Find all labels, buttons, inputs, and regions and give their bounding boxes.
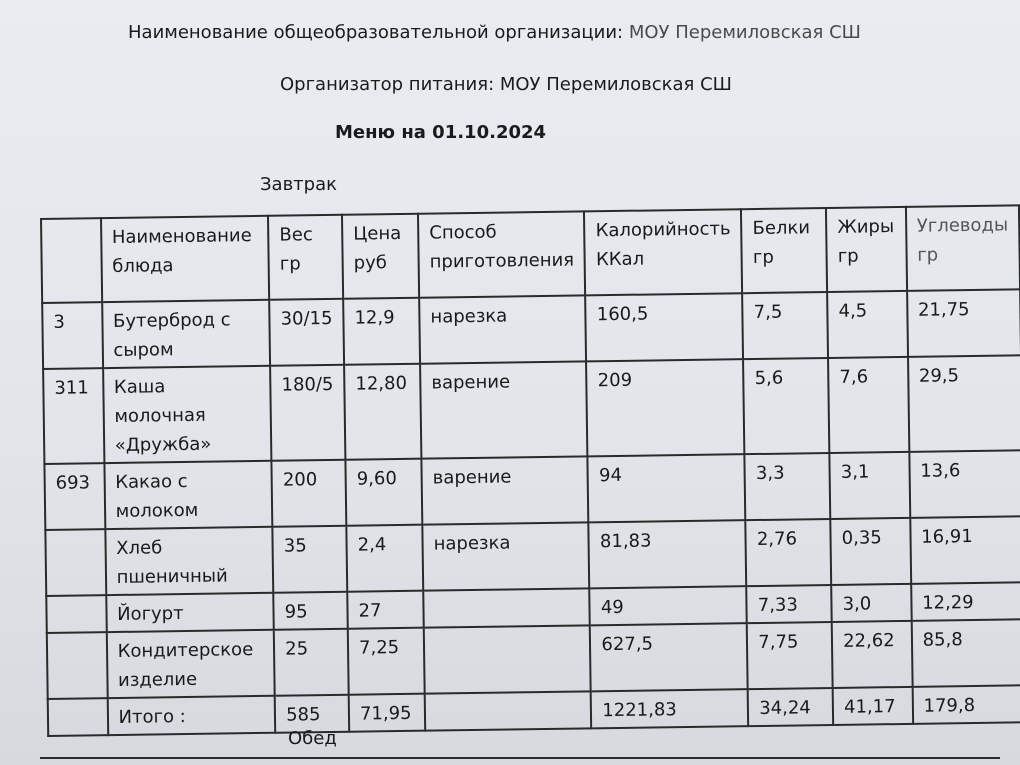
header-protein: Белки гр: [741, 208, 827, 293]
header-method: Способ приготовления: [418, 211, 586, 297]
cell-method: варение: [420, 361, 588, 458]
cell-code: 311: [43, 368, 104, 464]
cell-fat: 3,1: [830, 452, 910, 519]
cell-protein: 7,33: [747, 585, 832, 623]
cell-calories: 209: [586, 359, 744, 456]
organization-line: [128, 22, 861, 43]
total-calories: 1221,83: [591, 689, 748, 728]
cell-name: Каша молочная «Дружба»: [103, 366, 272, 463]
cell-price: 7,25: [348, 628, 425, 695]
cell-name: Хлеб пшеничный: [105, 527, 273, 595]
header-calories: Калорийность ККал: [584, 209, 742, 295]
lunch-table-top-border: [40, 757, 1000, 759]
cell-protein: 7,75: [747, 622, 833, 689]
organization-name: МОУ Перемиловская СШ: [628, 22, 861, 43]
cell-calories: 160,5: [586, 293, 744, 361]
cell-fat: 22,62: [832, 621, 912, 688]
header-price: Цена руб: [342, 214, 419, 299]
cell-carbs: 29,5: [908, 355, 1020, 452]
total-price: 71,95: [349, 694, 426, 732]
cell-fat: 4,5: [827, 291, 907, 358]
header-code: [41, 218, 102, 303]
total-fat: 41,17: [833, 687, 913, 725]
total-weight: 585: [275, 695, 349, 733]
cell-price: 2,4: [346, 525, 423, 592]
cell-name: Бутерброд с сыром: [102, 300, 270, 368]
header-fat: Жиры гр: [826, 207, 907, 292]
cell-carbs: 85,8: [911, 619, 1020, 687]
organization-label: Наименование общеобразовательной организации:: [128, 22, 624, 43]
cell-method: [424, 625, 591, 693]
cell-carbs: 13,6: [909, 450, 1020, 518]
header-carbs: Углеводы гр: [906, 205, 1020, 291]
cell-method: варение: [421, 456, 588, 524]
cell-price: 9,60: [345, 459, 422, 526]
total-method: [425, 691, 592, 730]
cell-fat: 3,0: [831, 584, 911, 622]
total-carbs: 179,8: [912, 685, 1020, 724]
cell-code: 3: [42, 302, 103, 369]
cell-code: [45, 529, 106, 596]
cell-price: 12,9: [343, 298, 420, 365]
cell-method: нарезка: [422, 522, 589, 590]
menu-date-title: Меню на 01.10.2024: [335, 122, 547, 143]
cell-weight: 200: [272, 460, 347, 527]
total-label: Итого :: [107, 696, 275, 735]
cell-weight: 95: [273, 592, 347, 630]
cell-name: Кондитерское изделие: [106, 630, 274, 698]
cell-calories: 627,5: [590, 623, 748, 691]
cell-fat: 0,35: [830, 518, 910, 585]
cell-code: [47, 632, 108, 699]
cell-method: нарезка: [419, 295, 586, 363]
cell-protein: 7,5: [742, 292, 828, 359]
cell-calories: 49: [590, 586, 747, 625]
cell-protein: 3,3: [745, 453, 831, 520]
cell-carbs: 21,75: [907, 289, 1020, 357]
cell-carbs: 12,29: [911, 582, 1020, 621]
cell-code: [46, 595, 106, 633]
table-header-row: [41, 205, 1020, 303]
cell-code: 693: [44, 463, 105, 530]
cell-price: 12,80: [344, 364, 421, 460]
cell-fat: 7,6: [828, 357, 909, 453]
lunch-heading: Обед: [288, 728, 337, 749]
cell-name: Какао с молоком: [104, 461, 272, 529]
header-name: Наименование блюда: [101, 216, 270, 302]
cell-weight: 25: [274, 629, 349, 696]
cell-method: [423, 588, 590, 627]
cell-weight: 180/5: [270, 365, 345, 461]
table-row: [43, 355, 1020, 464]
cell-name: Йогурт: [106, 593, 274, 632]
cell-price: 27: [347, 591, 424, 629]
cell-protein: 2,76: [746, 519, 832, 586]
cell-protein: 5,6: [743, 358, 829, 454]
cell-weight: 30/15: [269, 299, 344, 366]
cell-calories: 94: [588, 454, 746, 522]
caterer-line: Организатор питания: МОУ Перемиловская СШ: [280, 74, 732, 95]
cell-code: [48, 698, 108, 736]
breakfast-menu-table: [40, 204, 1020, 737]
breakfast-heading: Завтрак: [260, 174, 337, 195]
cell-carbs: 16,91: [910, 516, 1020, 584]
cell-weight: 35: [273, 526, 348, 593]
header-weight: Вес гр: [268, 215, 343, 300]
total-protein: 34,24: [748, 688, 833, 726]
cell-calories: 81,83: [589, 520, 747, 588]
